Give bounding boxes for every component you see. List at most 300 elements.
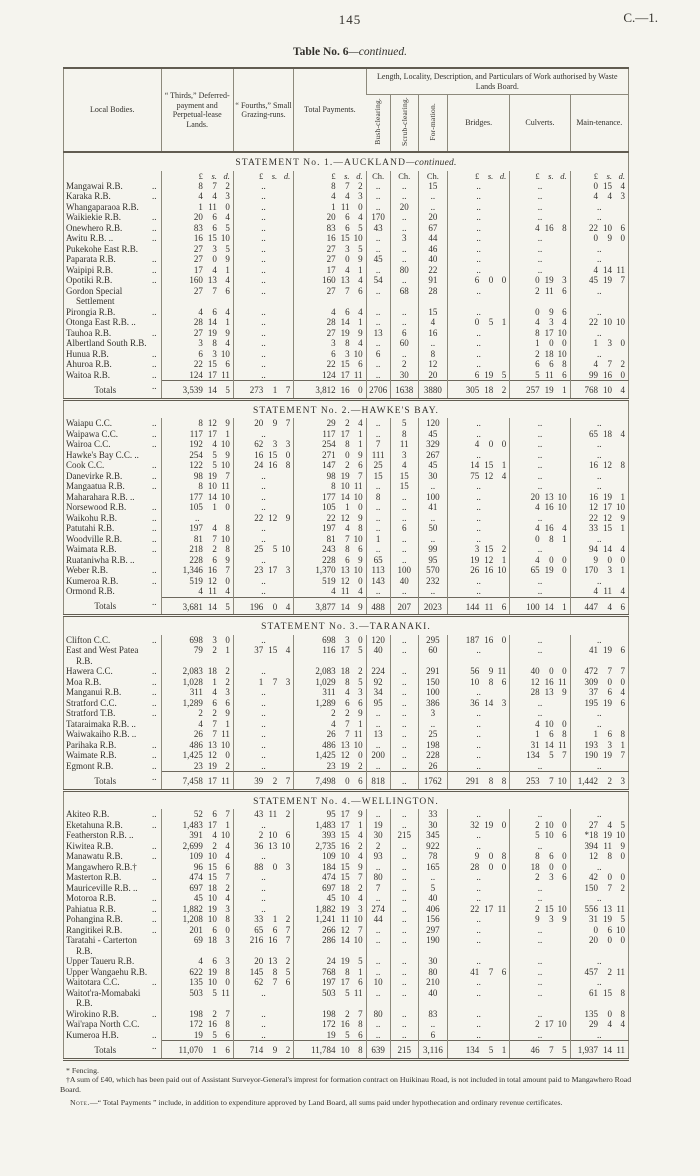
money-cell — [510, 223, 570, 234]
money-value: 9 0 8 — [474, 851, 507, 861]
leader-dots: .. — [152, 369, 157, 380]
chain-cell: .. — [366, 708, 390, 719]
local-body-name: Stratford C.C. .. — [66, 697, 157, 708]
money-blank: .. — [537, 1008, 543, 1019]
money-value: 27 7 6 — [193, 285, 230, 296]
money-value: 69 18 3 — [193, 935, 230, 945]
money-cell — [233, 988, 293, 1009]
money-value: 291 8 8 — [465, 776, 507, 786]
units-money — [447, 171, 509, 181]
money-value: 286 14 10 — [322, 935, 363, 945]
leader-dots: .. — [152, 502, 157, 512]
money-value: 503 5 11 — [322, 987, 363, 998]
money-blank: .. — [476, 739, 481, 750]
chain-cell: 210 — [418, 977, 447, 988]
money-cell — [570, 719, 628, 730]
money-value: 228 6 9 — [189, 554, 230, 565]
money-value: 1,483 17 1 — [182, 819, 230, 830]
money-value: 457 2 11 — [584, 966, 625, 977]
money-value: 4 11 4 — [331, 586, 363, 596]
money-value: 4 11 4 — [593, 586, 625, 596]
money-cell — [510, 328, 570, 339]
money-blank: .. — [537, 977, 543, 987]
money-cell — [233, 935, 293, 956]
table-row — [64, 471, 629, 482]
money-value: 196 0 4 — [249, 601, 291, 612]
money-value: 135 0 8 — [584, 1008, 625, 1019]
chain-cell: 100 — [418, 492, 447, 503]
money-blank: .. — [476, 729, 481, 739]
table-row — [64, 212, 629, 223]
money-value: 94 14 4 — [589, 544, 625, 554]
money-value: 474 15 7 — [322, 872, 363, 882]
money-blank: .. — [261, 470, 266, 481]
table-row — [64, 502, 629, 513]
chain-cell: 15 — [418, 307, 447, 318]
local-body-name: Hunua R.B. .. — [66, 348, 157, 359]
chain-cell: .. — [390, 635, 418, 646]
chain-cell: 345 — [418, 830, 447, 841]
local-body-name: Tataraimaka R.B. .. — [66, 718, 136, 729]
money-cell — [570, 687, 628, 698]
money-cell — [447, 202, 509, 213]
chain-cell: 30 — [390, 370, 418, 381]
money-cell — [447, 809, 509, 820]
money-cell — [233, 359, 293, 370]
money-blank: .. — [476, 1029, 481, 1040]
chain-cell: .. — [390, 708, 418, 719]
money-cell — [510, 349, 570, 360]
money-cell — [570, 370, 628, 381]
money-blank: .. — [476, 809, 481, 819]
money-cell — [233, 883, 293, 894]
money-cell — [447, 328, 509, 339]
formation-label: For-mation. — [428, 102, 438, 141]
money-cell — [447, 677, 509, 688]
money-cell — [294, 359, 366, 370]
money-value: 3 15 2 — [474, 544, 507, 554]
money-blank: .. — [261, 191, 266, 201]
money-value: £ s. d. — [475, 170, 507, 181]
local-body-name: Wirokino R.B. .. — [66, 1008, 157, 1019]
money-cell — [570, 338, 628, 349]
money-cell — [294, 740, 366, 751]
chain-cell: .. — [390, 275, 418, 286]
chain-cell: .. — [390, 1030, 418, 1041]
money-cell — [233, 523, 293, 534]
chain-cell: .. — [390, 925, 418, 936]
money-value: 26 7 11 — [326, 729, 363, 739]
col-header-bush-clearing — [366, 95, 390, 153]
money-value: 253 7 10 — [526, 776, 567, 786]
table-row — [64, 534, 629, 545]
chain-cell: .. — [366, 370, 390, 381]
local-body-name: Mangawhero R.B.† — [66, 861, 137, 872]
chain-cell: 20 — [418, 370, 447, 381]
table-row — [64, 708, 629, 719]
money-blank: .. — [261, 348, 266, 359]
chain-cell: .. — [366, 244, 390, 255]
table-row — [64, 429, 629, 440]
money-cell — [570, 265, 628, 276]
chain-cell: 16 — [418, 328, 447, 339]
chain-cell: .. — [390, 181, 418, 192]
local-body-name: Pohangina R.B. .. — [66, 914, 157, 924]
money-cell — [570, 513, 628, 524]
leader-dots: .. — [152, 306, 157, 317]
money-cell — [447, 841, 509, 852]
money-cell — [294, 418, 366, 429]
money-cell — [447, 687, 509, 698]
note-label: Note. — [70, 1098, 90, 1107]
chain-cell: .. — [390, 677, 418, 688]
money-cell — [570, 492, 628, 503]
money-cell — [233, 708, 293, 719]
money-value: 1,442 2 3 — [577, 776, 625, 786]
table-row — [64, 851, 629, 862]
totals-chain-cell: 215 — [390, 1041, 418, 1060]
money-value: 28 14 1 — [326, 317, 363, 327]
money-cell — [294, 893, 366, 904]
table-row — [64, 820, 629, 831]
money-cell — [294, 851, 366, 862]
leader-dots: .. — [152, 851, 157, 861]
money-blank: .. — [537, 460, 543, 470]
chain-cell: .. — [390, 820, 418, 831]
money-blank: .. — [476, 212, 481, 222]
footnotes — [60, 1066, 634, 1108]
money-cell — [294, 862, 366, 873]
money-cell — [161, 708, 233, 719]
table-row — [64, 988, 629, 1009]
leader-dots: .. — [152, 739, 157, 750]
money-cell — [294, 687, 366, 698]
money-value: 198 2 7 — [322, 1008, 363, 1019]
chain-cell: .. — [418, 202, 447, 213]
local-body-name: Stratford T.B. .. — [66, 708, 157, 718]
leader-dots: .. — [152, 597, 157, 607]
money-value: £ s. d. — [331, 170, 363, 181]
money-cell — [294, 450, 366, 461]
money-cell — [570, 439, 628, 450]
money-cell — [161, 666, 233, 677]
money-blank: .. — [597, 418, 602, 428]
money-cell — [447, 212, 509, 223]
chain-cell: 3 — [390, 450, 418, 461]
money-cell — [294, 212, 366, 223]
col-header-bridges: Bridges. — [447, 95, 509, 153]
money-value: 134 5 1 — [465, 1045, 507, 1055]
local-body-name: Mangawai R.B. .. — [66, 180, 157, 191]
money-value: 0 6 10 — [593, 924, 625, 935]
table-row — [64, 555, 629, 566]
money-blank: .. — [537, 470, 543, 481]
money-blank: .. — [261, 760, 266, 771]
table-row — [64, 439, 629, 450]
money-cell — [294, 677, 366, 688]
chain-cell: 34 — [366, 687, 390, 698]
leader-dots: .. — [152, 819, 157, 830]
money-cell — [161, 181, 233, 192]
chain-cell: .. — [390, 687, 418, 698]
chain-cell: .. — [390, 492, 418, 503]
money-value: 124 17 11 — [322, 369, 363, 380]
money-cell — [447, 586, 509, 597]
money-blank: .. — [476, 872, 481, 882]
chain-cell: .. — [418, 1019, 447, 1030]
money-cell — [510, 254, 570, 265]
money-cell — [447, 893, 509, 904]
money-blank: .. — [476, 233, 481, 243]
money-value: 1,289 6 6 — [182, 697, 230, 708]
chain-cell: 95 — [366, 698, 390, 709]
money-blank: .. — [537, 809, 543, 819]
money-cell — [510, 967, 570, 978]
leader-dots: .. — [152, 634, 157, 645]
money-blank: .. — [476, 533, 481, 544]
money-cell — [510, 555, 570, 566]
money-blank: .. — [537, 935, 543, 945]
money-cell — [294, 202, 366, 213]
money-value: 20 6 4 — [193, 212, 230, 222]
money-cell — [161, 645, 233, 666]
chain-cell: 50 — [418, 523, 447, 534]
money-value: 27 3 5 — [326, 243, 363, 254]
money-value: 1,882 19 3 — [315, 903, 363, 914]
table-row — [64, 935, 629, 956]
chain-cell: .. — [390, 212, 418, 223]
table-row — [64, 761, 629, 772]
money-value: 23 19 2 — [326, 760, 363, 771]
money-cell — [510, 1030, 570, 1041]
money-cell — [510, 750, 570, 761]
chain-cell: .. — [366, 544, 390, 555]
money-cell — [510, 317, 570, 328]
money-blank: .. — [537, 264, 543, 275]
money-cell — [294, 317, 366, 328]
money-value: 0 5 1 — [474, 317, 507, 327]
money-cell — [510, 687, 570, 698]
local-body-name: Waikohu R.B. .. — [66, 512, 157, 523]
money-value: 8 12 9 — [198, 418, 230, 428]
money-value: 170 3 1 — [584, 565, 625, 575]
money-cell — [294, 904, 366, 915]
chain-cell: .. — [390, 534, 418, 545]
totals-money-cell — [233, 381, 293, 400]
money-blank: .. — [597, 533, 602, 544]
table-row — [64, 635, 629, 646]
money-cell — [161, 635, 233, 646]
chain-cell: 12 — [418, 359, 447, 370]
money-cell — [447, 967, 509, 978]
money-cell — [510, 191, 570, 202]
money-cell — [447, 645, 509, 666]
money-value: 98 19 7 — [326, 470, 363, 481]
local-body-name: Egmont R.B. .. — [66, 760, 157, 771]
money-value: 12 17 10 — [589, 502, 625, 512]
col-header-fourths: “ Fourths,” Small Grazing-runs. — [233, 68, 293, 152]
chain-cell: .. — [390, 977, 418, 988]
money-value: 3,877 14 9 — [315, 601, 363, 612]
money-cell — [233, 328, 293, 339]
chain-cell: 30 — [418, 820, 447, 831]
money-blank: .. — [261, 687, 266, 697]
money-cell — [447, 523, 509, 534]
money-blank: .. — [537, 634, 543, 645]
money-cell — [294, 935, 366, 956]
money-cell — [161, 740, 233, 751]
chain-cell: 46 — [418, 244, 447, 255]
chain-cell: .. — [366, 481, 390, 492]
money-cell — [510, 698, 570, 709]
money-value: 45 19 7 — [589, 275, 625, 285]
money-value: 1 6 8 — [593, 729, 625, 739]
money-value: 2 3 6 — [535, 872, 567, 882]
table-row — [64, 666, 629, 677]
money-blank: .. — [597, 893, 602, 903]
chain-cell: .. — [390, 740, 418, 751]
money-value: 1,346 16 7 — [182, 565, 230, 575]
money-cell — [294, 439, 366, 450]
totals-money-cell — [510, 1041, 570, 1060]
chain-cell: .. — [366, 265, 390, 276]
money-blank: .. — [537, 882, 543, 893]
money-cell — [294, 708, 366, 719]
money-value: 27 4 5 — [589, 819, 625, 830]
chain-cell: .. — [390, 223, 418, 234]
money-cell — [447, 988, 509, 1009]
chain-cell: 40 — [418, 893, 447, 904]
money-value: 309 0 0 — [584, 676, 625, 687]
table-row — [64, 544, 629, 555]
money-cell — [161, 513, 233, 524]
money-value: 698 3 0 — [189, 634, 230, 645]
money-cell — [161, 359, 233, 370]
money-cell — [510, 576, 570, 587]
money-cell — [570, 481, 628, 492]
chain-cell: 43 — [366, 223, 390, 234]
money-value: 16 15 10 — [326, 233, 363, 243]
money-blank: .. — [537, 760, 543, 771]
money-blank: .. — [476, 243, 481, 254]
table-row — [64, 349, 629, 360]
table-row — [64, 254, 629, 265]
money-cell — [447, 883, 509, 894]
money-blank: .. — [476, 830, 481, 840]
money-blank: .. — [537, 544, 543, 554]
money-cell — [233, 418, 293, 429]
money-cell — [570, 586, 628, 597]
money-value: 1 11 0 — [331, 201, 363, 212]
money-value: 4 7 1 — [198, 718, 230, 729]
money-cell — [294, 729, 366, 740]
money-cell — [510, 359, 570, 370]
table-row — [64, 719, 629, 730]
table-row — [64, 492, 629, 503]
money-blank: .. — [597, 348, 602, 359]
table-row — [64, 181, 629, 192]
money-cell — [294, 481, 366, 492]
money-cell — [294, 761, 366, 772]
money-value: 556 13 11 — [584, 903, 625, 914]
money-cell — [570, 841, 628, 852]
money-cell — [447, 555, 509, 566]
money-cell — [161, 904, 233, 915]
money-value: 2,735 16 2 — [315, 840, 363, 851]
statement-heading-row — [64, 616, 629, 635]
local-body-name: Otonga East R.B. .. — [66, 317, 136, 327]
money-blank: .. — [537, 212, 543, 222]
table-body — [64, 152, 629, 1059]
money-cell — [510, 492, 570, 503]
money-blank: .. — [261, 491, 266, 502]
money-cell — [233, 809, 293, 820]
money-value: 160 13 4 — [189, 275, 230, 285]
chain-cell: .. — [418, 338, 447, 349]
money-value: 4 6 4 — [198, 306, 230, 317]
money-blank: .. — [261, 729, 266, 739]
money-value: 193 3 1 — [584, 739, 625, 750]
money-value: 6 3 10 — [198, 348, 230, 359]
totals-chain-cell: 207 — [390, 597, 418, 616]
money-value: 393 15 4 — [322, 830, 363, 840]
chain-cell: .. — [366, 286, 390, 307]
money-cell — [570, 307, 628, 318]
chain-cell: 267 — [418, 450, 447, 461]
money-value: 6 0 0 — [474, 275, 507, 285]
money-value: 61 15 8 — [589, 987, 625, 998]
local-body-name: Waiapu C.C. .. — [66, 418, 157, 428]
money-cell — [510, 418, 570, 429]
money-cell — [510, 513, 570, 524]
leader-dots: .. — [152, 212, 157, 222]
table-row — [64, 841, 629, 852]
money-value: 187 16 0 — [465, 634, 507, 645]
money-cell — [233, 202, 293, 213]
money-cell — [161, 729, 233, 740]
money-cell — [447, 191, 509, 202]
money-blank: .. — [261, 306, 266, 317]
money-cell — [570, 1019, 628, 1030]
table-title — [0, 46, 700, 58]
money-cell — [510, 740, 570, 751]
leader-dots: .. — [152, 809, 157, 819]
money-blank: .. — [261, 317, 266, 327]
money-blank: .. — [537, 987, 543, 998]
chain-cell: 3 — [390, 233, 418, 244]
chain-cell: 232 — [418, 576, 447, 587]
leader-dots: .. — [152, 840, 157, 851]
table-row — [64, 956, 629, 967]
money-value: 3,539 14 5 — [182, 385, 230, 395]
leader-dots: .. — [152, 771, 157, 782]
chain-cell: 26 — [418, 761, 447, 772]
money-cell — [233, 275, 293, 286]
table-row — [64, 883, 629, 894]
money-cell — [161, 223, 233, 234]
chain-cell: 15 — [390, 481, 418, 492]
money-cell — [161, 212, 233, 223]
money-cell — [570, 544, 628, 555]
totals-money-cell — [570, 1041, 628, 1060]
leader-dots: .. — [152, 233, 157, 243]
chain-cell: .. — [390, 841, 418, 852]
money-cell — [233, 761, 293, 772]
table-row — [64, 191, 629, 202]
money-value: 768 10 4 — [584, 385, 625, 395]
footnote-asterisk: * — [66, 1065, 70, 1075]
chain-cell: .. — [366, 586, 390, 597]
